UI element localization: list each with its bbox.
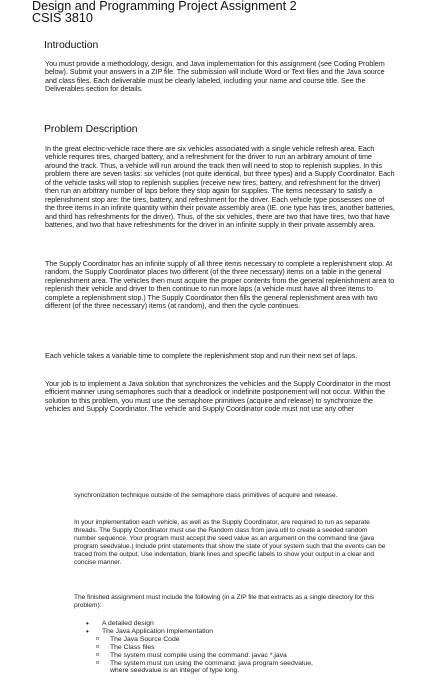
problem-paragraph-4: Your job is to implement a Java solution that synchronizes the vehicles and the Supply Coordinator in the most efficient manner using semaphores such that a deadlock or indefinite postponement will not occur. Within the solution to this problem, you must use the semaphore primitives (acquire and release) to synchronize the vehicles and Supply Coordinator. The vehicle and Supply Coordinator code must not use any other — [45, 379, 391, 414]
deliverable-sub-item: o The Class files — [86, 644, 313, 652]
deliverable-item: • The Java Application Implementation — [86, 628, 313, 636]
deliverable-item: • A detailed design — [86, 620, 313, 628]
page2-paragraph-2: In your implementation each vehicle, as well as the Supply Coordinator, are required to run as separate threads. The Supply Coordinator must use the Random class from java.util to create a seeded random number sequence. Your program must accept the seed value as an argument on the command line (java program seedvalue.) Include print statements that show the state of your system such that the events can be traced from the output. Use indentation, blank lines and specific labels to show your output in a clear and concise manner. — [74, 519, 386, 567]
page2-paragraph-3: The finished assignment must include the following (in a ZIP file that extracts as a single directory for this problem): — [74, 594, 375, 610]
introduction-heading: Introduction — [44, 40, 99, 51]
problem-paragraph-2: The Supply Coordinator has an infinite supply of all three items necessary to complete a replenishment stop. At random, the Supply Coordinator places two different (of the three necessary) items on a table in the general replenishment area. The vehicles then must acquire the proper contents from the general replenishment area to replenish their vehicle and driver to then continue to run more laps (a vehicle must have all three items to complete a replenishment stop.) The Supply Coordinator then fills the general replenishment area with two different (of the three necessary) items (at random), and then the cycle continues. — [45, 259, 395, 311]
deliverables-list — [86, 620, 313, 675]
assignment-title: Design and Programming Project Assignment 2 — [32, 0, 297, 13]
deliverable-sub-item: o The Java Source Code — [86, 636, 313, 644]
problem-paragraph-1: In the great electric-vehicle race there are six vehicles associated with a single vehicle refresh area. Each vehicle requires tires, charged battery, and a refreshment for the driver to run an arbitrary amount of time around the track. Thus, a vehicle will run around the track then will need to stop to replenish supplies. In this problem there are seven tasks: six vehicles (not quite identical, but three types) and a Supply Coordinator. Each of the vehicle tasks will stop to replenish supplies (receive new tires, battery, and refreshment for the driver) then run an arbitrary number of laps before they stop again for supplies. The items necessary to satisfy a replenishment stop are: the tires, battery, and refreshment for the driver. Each vehicle type possesses one of the three items in an infinite quantity within their private assembly area (IE. one type has tires, another batteries, and third has refreshments for the driver). Thus, of the six vehicles, there are two that have tires, two that have batteries, and two that have refreshments for the driver in an infinite supply in their private assembly area. — [45, 144, 395, 230]
problem-description-heading: Problem Description — [44, 124, 138, 135]
document-page-2 — [0, 488, 440, 700]
deliverable-sub-item-continuation: where seedvalue is an integer of type long. — [110, 667, 240, 675]
deliverable-sub-item: o The system must compile using the command: javac *.java — [86, 652, 313, 660]
introduction-paragraph: You must provide a methodology, design, and Java implementation for this assignment (see Coding Problem below). Submit your answers in a ZIP file. The submission will include Word or Text files and the Java source and class files. Each deliverable must be clearly labeled, including your name and course title. See the Deliverables section for details. — [45, 59, 385, 94]
page2-paragraph-1: synchronization technique outside of the semaphore class primitives of acquire and release. — [74, 492, 338, 499]
course-code: CSIS 3810 — [32, 11, 93, 25]
problem-paragraph-3: Each vehicle takes a variable time to complete the replenishment stop and run their next set of laps. — [45, 351, 358, 360]
deliverable-sub-item: o The system must run using the command: java program seedvalue, — [86, 660, 313, 668]
